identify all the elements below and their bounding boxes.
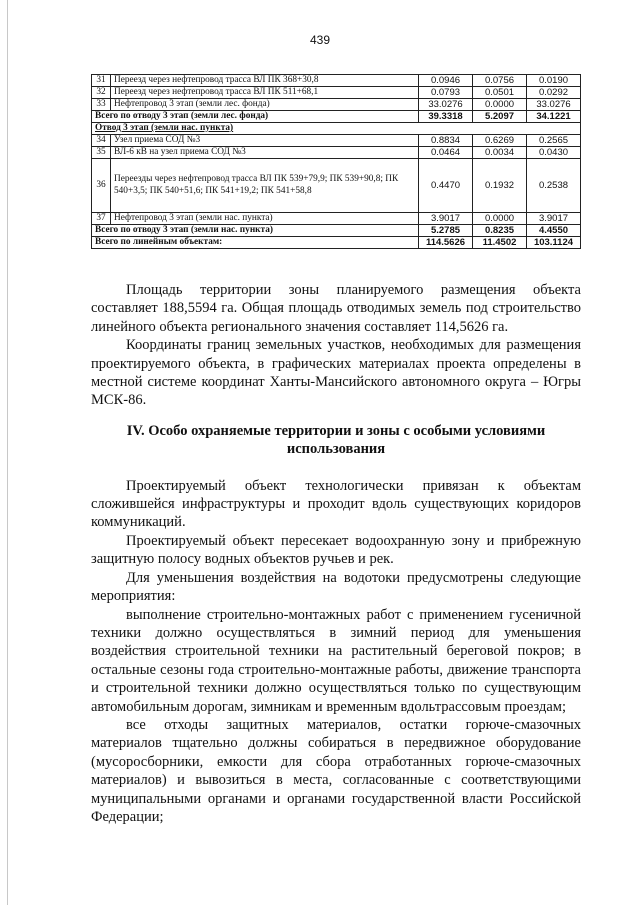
total-value: 0.8235 [473, 225, 527, 237]
table-row [92, 75, 581, 87]
value-cell: 0.0034 [473, 147, 527, 159]
table-total-row [92, 111, 581, 123]
list-paragraph: все отходы защитных материалов, остатки горюче-смазочных материалов тщательно должны собираться в передвижное оборудование (мусоросборники, емкости для сбора отработанных горюче-смазочных материалов) и вывозиться в места, согласованные с соответствующими муниципальными органами и органами государственной власти Российской Федерации; [91, 716, 581, 825]
section-heading: IV. Особо охраняемые территории и зоны с особыми условиями использования [126, 422, 546, 458]
row-number: 37 [92, 213, 111, 225]
table-row [92, 99, 581, 111]
table-row [92, 147, 581, 159]
value-cell: 0.0793 [419, 87, 473, 99]
total-value: 5.2097 [473, 111, 527, 123]
row-name: Узел приема СОД №3 [111, 135, 419, 147]
row-name: ВЛ-6 кВ на узел приема СОД №3 [111, 147, 419, 159]
value-cell: 0.1932 [473, 159, 527, 213]
row-name: Переезд через нефтепровод трасса ВЛ ПК 368+30,8 [111, 75, 419, 87]
value-cell: 0.0430 [527, 147, 581, 159]
table-grand-total-row [92, 237, 581, 249]
value-cell: 0.0190 [527, 75, 581, 87]
paragraph: Для уменьшения воздействия на водотоки предусмотрены следующие мероприятия: [91, 569, 581, 605]
paragraph: Проектируемый объект технологически привязан к объектам сложившейся инфраструктуры и проходит вдоль существующих коридоров коммуникаций. [91, 477, 581, 531]
value-cell: 0.0946 [419, 75, 473, 87]
document-body [91, 281, 581, 826]
list-paragraph: выполнение строительно-монтажных работ с применением гусеничной техники должно осуществляться в зимний период для уменьшения воздействия строительной техники на растительный береговой покров; в остальные сезоны года строительно-монтажные работы, движение транспорта и строительной техники должно осуществляться только по существующим автомобильным дорогам, зимникам и временным вдольтрассовым проездам; [91, 606, 581, 715]
total-value: 39.3318 [419, 111, 473, 123]
total-value: 5.2785 [419, 225, 473, 237]
value-cell: 33.0276 [419, 99, 473, 111]
table-total-row [92, 225, 581, 237]
paragraph: Площадь территории зоны планируемого размещения объекта составляет 188,5594 га. Общая площадь отводимых земель под строительство линейного объекта регионального значения составляет 114,5626 га. [91, 282, 581, 335]
row-name: Переезд через нефтепровод трасса ВЛ ПК 511+68,1 [111, 87, 419, 99]
row-number: 35 [92, 147, 111, 159]
land-allocation-table [91, 74, 581, 249]
table-section-row [92, 123, 581, 135]
total-value: 114.5626 [419, 237, 473, 249]
value-cell: 0.8834 [419, 135, 473, 147]
value-cell: 3.9017 [527, 213, 581, 225]
row-name: Переезды через нефтепровод трасса ВЛ ПК 539+79,9; ПК 539+90,8; ПК 540+3,5; ПК 540+51,6; ПК 541+19,2; ПК 541+58,8 [111, 159, 419, 213]
total-label: Всего по отводу 3 этап (земли лес. фонда) [92, 111, 419, 123]
table-row [92, 87, 581, 99]
value-cell: 0.0756 [473, 75, 527, 87]
table-row [92, 135, 581, 147]
total-value: 11.4502 [473, 237, 527, 249]
value-cell: 0.0292 [527, 87, 581, 99]
paragraph: Проектируемый объект пересекает водоохранную зону и прибрежную защитную полосу водных объектов ручьев и рек. [91, 532, 581, 568]
table-row [92, 213, 581, 225]
section-label: Отвод 3 этап (земли нас. пункта) [92, 123, 581, 135]
value-cell: 0.0000 [473, 99, 527, 111]
total-label: Всего по линейным объектам: [92, 237, 419, 249]
total-value: 4.4550 [527, 225, 581, 237]
value-cell: 0.6269 [473, 135, 527, 147]
value-cell: 33.0276 [527, 99, 581, 111]
value-cell: 0.2538 [527, 159, 581, 213]
row-number: 31 [92, 75, 111, 87]
row-number: 34 [92, 135, 111, 147]
value-cell: 0.0464 [419, 147, 473, 159]
row-name: Нефтепровод 3 этап (земли нас. пункта) [111, 213, 419, 225]
row-number: 36 [92, 159, 111, 213]
value-cell: 0.0501 [473, 87, 527, 99]
page-number: 439 [309, 33, 331, 47]
row-name: Нефтепровод 3 этап (земли лес. фонда) [111, 99, 419, 111]
total-value: 103.1124 [527, 237, 581, 249]
value-cell: 0.2565 [527, 135, 581, 147]
value-cell: 0.4470 [419, 159, 473, 213]
total-value: 34.1221 [527, 111, 581, 123]
total-label: Всего по отводу 3 этап (земли нас. пункта) [92, 225, 419, 237]
row-number: 33 [92, 99, 111, 111]
row-number: 32 [92, 87, 111, 99]
paragraph: Координаты границ земельных участков, необходимых для размещения проектируемого объекта, в графических материалах проекта определены в местной системе координат Ханты-Мансийского автономного округа – Югры МСК-86. [91, 337, 581, 409]
table-row [92, 159, 581, 213]
page-edge-line [7, 0, 8, 905]
value-cell: 0.0000 [473, 213, 527, 225]
value-cell: 3.9017 [419, 213, 473, 225]
